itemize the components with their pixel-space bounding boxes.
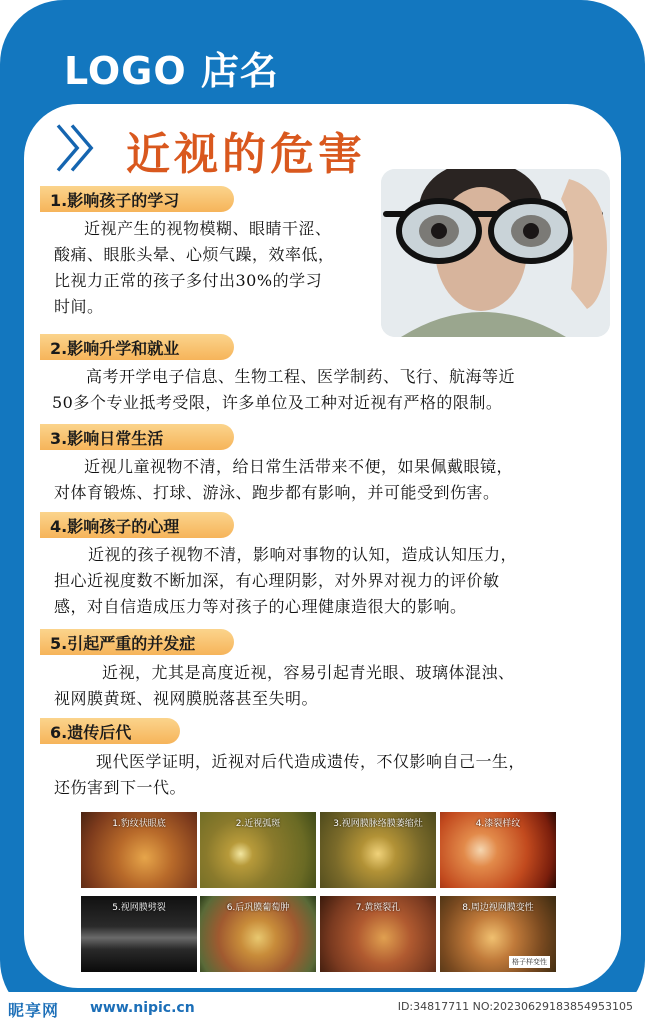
section-1-line: 近视产生的视物模糊、眼睛干涩、 [84,219,332,238]
fundus-image-4 [440,812,556,888]
section-1-pill [40,186,234,212]
section-4-line: 近视的孩子视物不清，影响对事物的认知，造成认知压力， [88,545,518,564]
section-5-text [54,660,614,712]
section-3-pill [40,424,234,450]
watermark-logo: 昵享网 [8,1001,60,1020]
section-6-text [54,749,614,801]
watermark-id: ID:34817711 NO:20230629183854953105 [397,1000,633,1013]
fundus-caption-6: 6.后巩膜葡萄肿 [226,903,290,913]
content-panel [24,104,621,988]
section-5-line: 近视，尤其是高度近视，容易引起青光眼、玻璃体混浊、 [102,663,515,682]
section-1-text [54,216,384,320]
section-4-text [54,542,614,620]
section-5-line: 视网膜黄斑、视网膜脱落甚至失明。 [54,689,319,708]
page-title: 近视的危害 [126,129,367,180]
section-2-line: 高考开学电子信息、生物工程、医学制药、飞行、航海等近 [86,367,516,386]
section-6-label: 6.遗传后代 [50,723,132,742]
fundus-caption-5: 5.视网膜劈裂 [112,903,166,913]
section-2-label: 2.影响升学和就业 [50,339,180,358]
logo-store-name: LOGO 店名 [64,49,279,93]
section-6-line: 现代医学证明，近视对后代造成遗传，不仅影响自己一生， [96,752,526,771]
section-3-text [54,454,614,506]
section-4-line: 感，对自信造成压力等对孩子的心理健康造很大的影响。 [54,597,467,616]
fundus-image-6 [200,896,316,972]
fundus-tag: 格子样变性 [509,956,550,968]
section-5-label: 5.引起严重的并发症 [50,634,196,653]
fundus-caption-4: 4.漆裂样纹 [475,819,521,829]
fundus-caption-8: 8.周边视网膜变性 [462,903,534,913]
section-1-line: 酸痛、眼胀头晕、心烦气躁，效率低， [54,245,335,264]
watermark-url: www.nipic.cn [90,1000,195,1016]
fundus-image-3 [320,812,436,888]
section-6-pill [40,718,180,744]
section-2-line: 50多个专业抵考受限，许多单位及工种对近视有严格的限制。 [52,393,503,412]
section-4-label: 4.影响孩子的心理 [50,517,180,536]
section-6-line: 还伤害到下一代。 [54,778,187,797]
section-4-pill [40,512,234,538]
section-2-pill [40,334,234,360]
section-3-label: 3.影响日常生活 [50,429,164,448]
section-1-label: 1.影响孩子的学习 [50,191,180,210]
fundus-image-8 [440,896,556,972]
fundus-caption-7: 7.黄斑裂孔 [355,903,401,913]
fundus-image-2 [200,812,316,888]
fundus-image-1 [81,812,197,888]
section-5-pill [40,629,234,655]
fundus-caption-3: 3.视网膜脉络膜萎缩灶 [333,819,423,829]
section-2-text [52,364,612,416]
section-3-line: 近视儿童视物不清，给日常生活带来不便，如果佩戴眼镜， [84,457,514,476]
glasses-photo [381,169,610,337]
title-row [56,118,366,182]
section-1-line: 时间。 [54,297,104,316]
section-4-line: 担心近视度数不断加深，有心理阴影，对外界对视力的评价敏 [54,571,500,590]
section-3-line: 对体育锻炼、打球、游泳、跑步都有影响，并可能受到伤害。 [54,483,500,502]
section-1-line: 比视力正常的孩子多付出30%的学习 [54,271,323,290]
double-chevron-icon: 〉〉 [56,122,109,178]
fundus-image-5 [81,896,197,972]
fundus-image-7 [320,896,436,972]
fundus-caption-1: 1.豹纹状眼底 [112,819,166,829]
fundus-caption-2: 2.近视弧斑 [235,819,281,829]
